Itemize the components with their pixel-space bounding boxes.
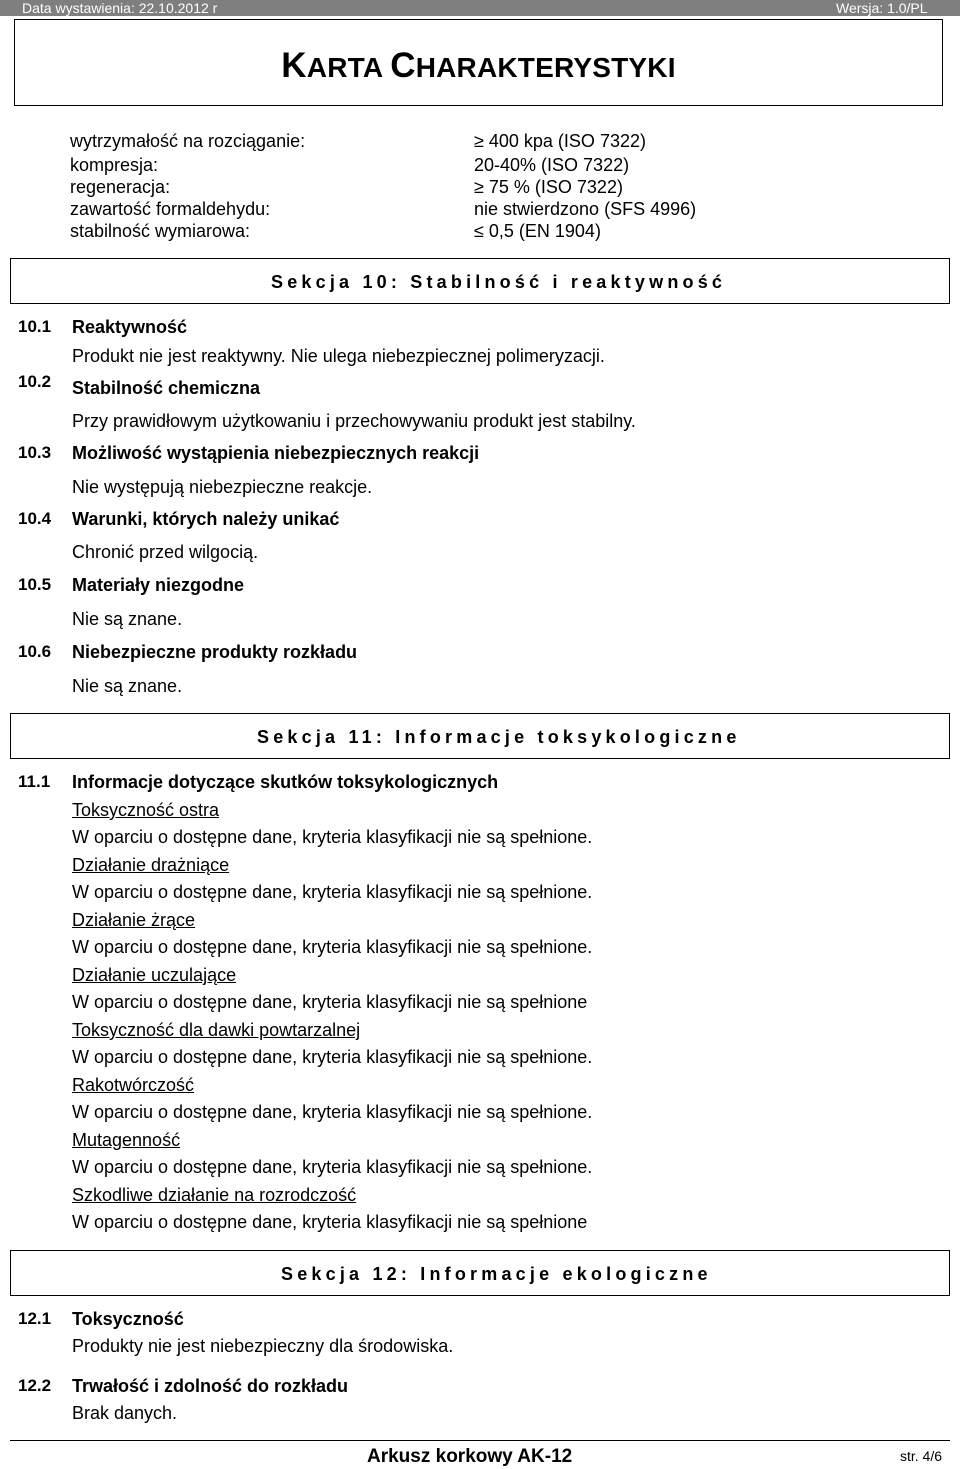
page-title: KARTA CHARAKTERYSTYKI xyxy=(281,46,676,85)
property-value: 20-40% (ISO 7322) xyxy=(474,155,630,175)
property-value: ≥ 400 kpa (ISO 7322) xyxy=(474,131,646,151)
page-number: str. 4/6 xyxy=(900,1448,943,1464)
item-number: 12.1 xyxy=(18,1309,52,1328)
item-text: Chronić przed wilgocią. xyxy=(72,542,259,562)
tox-label: Działanie uczulające xyxy=(72,965,237,985)
item-heading: Reaktywność xyxy=(72,317,188,337)
item-number: 10.5 xyxy=(18,575,52,594)
header-bar xyxy=(0,0,960,16)
tox-text: W oparciu o dostępne dane, kryteria klasyfikacji nie są spełnione xyxy=(72,1212,588,1232)
item-heading: Niebezpieczne produkty rozkładu xyxy=(72,642,358,662)
item-number: 10.1 xyxy=(18,317,52,336)
item-number: 10.6 xyxy=(18,642,52,661)
version: Wersja: 1.0/PL xyxy=(836,0,928,16)
item-text: Produkty nie jest niebezpieczny dla środowiska. xyxy=(72,1336,454,1356)
section-10-header xyxy=(10,258,950,304)
item-text: Produkt nie jest reaktywny. Nie ulega niebezpiecznej polimeryzacji. xyxy=(72,346,605,366)
tox-text: W oparciu o dostępne dane, kryteria klasyfikacji nie są spełnione. xyxy=(72,1047,593,1067)
tox-label: Toksyczność dla dawki powtarzalnej xyxy=(72,1020,361,1040)
item-number: 10.2 xyxy=(18,372,52,391)
property-label: stabilność wymiarowa: xyxy=(70,221,251,241)
tox-label: Mutagenność xyxy=(72,1130,181,1150)
item-heading: Możliwość wystąpienia niebezpiecznych reakcji xyxy=(72,443,480,463)
item-text: Nie występują niebezpieczne reakcje. xyxy=(72,477,373,497)
tox-text: W oparciu o dostępne dane, kryteria klasyfikacji nie są spełnione. xyxy=(72,827,593,847)
item-text: Nie są znane. xyxy=(72,676,183,696)
footer-divider xyxy=(10,1440,950,1441)
property-value: nie stwierdzono (SFS 4996) xyxy=(474,199,697,219)
item-text: Nie są znane. xyxy=(72,609,183,629)
footer-product: Arkusz korkowy AK-12 xyxy=(367,1446,573,1467)
item-heading: Toksyczność xyxy=(72,1309,184,1329)
tox-text: W oparciu o dostępne dane, kryteria klasyfikacji nie są spełnione. xyxy=(72,1157,593,1177)
title-box xyxy=(14,19,943,106)
tox-label: Toksyczność ostra xyxy=(72,800,220,820)
item-number: 12.2 xyxy=(18,1376,52,1395)
section-11-title: Sekcja 11: Informacje toksykologiczne xyxy=(257,727,741,747)
item-heading: Informacje dotyczące skutków toksykologicznych xyxy=(72,772,499,792)
issue-date: Data wystawienia: 22.10.2012 r xyxy=(22,0,218,16)
item-heading: Warunki, których należy unikać xyxy=(72,509,340,529)
tox-text: W oparciu o dostępne dane, kryteria klasyfikacji nie są spełnione. xyxy=(72,1102,593,1122)
tox-label: Działanie drażniące xyxy=(72,855,230,875)
tox-label: Działanie żrące xyxy=(72,910,196,930)
item-text: Przy prawidłowym użytkowaniu i przechowywaniu produkt jest stabilny. xyxy=(72,411,636,431)
tox-text: W oparciu o dostępne dane, kryteria klasyfikacji nie są spełnione. xyxy=(72,882,593,902)
item-number: 11.1 xyxy=(18,772,51,791)
property-label: zawartość formaldehydu: xyxy=(70,199,271,219)
property-value: ≥ 75 % (ISO 7322) xyxy=(474,177,623,197)
section-12-header xyxy=(10,1250,950,1296)
property-label: wytrzymałość na rozciąganie: xyxy=(70,131,306,151)
tox-text: W oparciu o dostępne dane, kryteria klasyfikacji nie są spełnione. xyxy=(72,937,593,957)
tox-label: Szkodliwe działanie na rozrodczość xyxy=(72,1185,357,1205)
section-11-header xyxy=(10,713,950,759)
item-heading: Trwałość i zdolność do rozkładu xyxy=(72,1376,349,1396)
item-text: Brak danych. xyxy=(72,1403,178,1423)
item-number: 10.4 xyxy=(18,509,52,528)
property-label: regeneracja: xyxy=(70,177,171,197)
tox-label: Rakotwórczość xyxy=(72,1075,195,1095)
tox-text: W oparciu o dostępne dane, kryteria klasyfikacji nie są spełnione xyxy=(72,992,588,1012)
item-number: 10.3 xyxy=(18,443,52,462)
property-value: ≤ 0,5 (EN 1904) xyxy=(474,221,601,241)
item-heading: Materiały niezgodne xyxy=(72,575,245,595)
item-heading: Stabilność chemiczna xyxy=(72,378,261,398)
section-12-title: Sekcja 12: Informacje ekologiczne xyxy=(281,1264,712,1284)
property-label: kompresja: xyxy=(70,155,159,175)
section-10-title: Sekcja 10: Stabilność i reaktywność xyxy=(271,272,727,292)
